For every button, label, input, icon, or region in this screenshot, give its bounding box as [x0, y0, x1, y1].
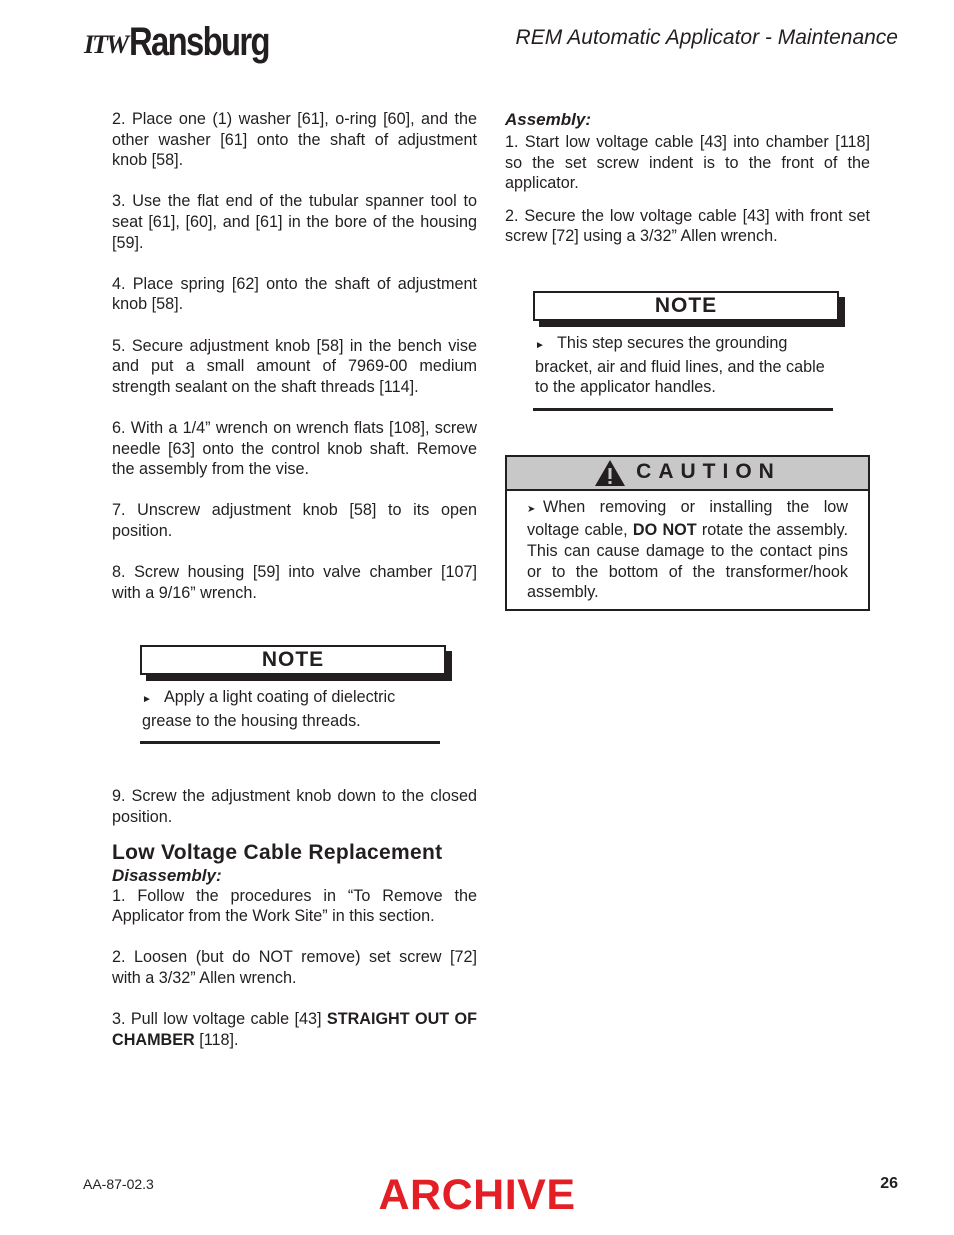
step-paragraph: 7. Unscrew adjustment knob [58] to its open position. [112, 501, 477, 540]
arrow-bullet-icon: ► [535, 339, 545, 351]
note-bottom-rule [140, 741, 440, 744]
archive-watermark: ARCHIVE [378, 1171, 576, 1219]
step3-prefix: 3. Pull low voltage cable [43] [112, 1010, 322, 1029]
logo-prefix: ITW [84, 30, 128, 59]
page-number: 26 [880, 1175, 898, 1192]
step-paragraph: 6. With a 1/4” wrench on wrench flats [108], screw needle [63] onto the control knob shaft. Remove the assembly from the vise. [112, 418, 477, 479]
step-paragraph: 2. Secure the low voltage cable [43] with front set screw [72] using a 3/32” Allen wrench. [505, 206, 870, 246]
step3-suffix: [118]. [199, 1030, 239, 1049]
note-text: This step secures the grounding bracket, air and fluid lines, and the cable to the applicator handles. [535, 333, 825, 397]
step-paragraph: 2. Loosen (but do NOT remove) set screw [72] with a 3/32” Allen wrench. [112, 948, 477, 987]
caution-box [505, 455, 870, 611]
step-paragraph [112, 1009, 477, 1050]
step-paragraph: 4. Place spring [62] onto the shaft of adjustment knob [58]. [112, 274, 477, 314]
page-header-title: REM Automatic Applicator - Maintenance [515, 26, 898, 49]
left-column [112, 109, 477, 1071]
caution-body [507, 491, 868, 609]
step-paragraph: 8. Screw housing [59] into valve chamber [107] with a 9/16” wrench. [112, 563, 477, 602]
assembly-title: Assembly: [505, 110, 591, 129]
step-paragraph: 2. Place one (1) washer [61], o-ring [60], and the other washer [61] onto the shaft of adjustment knob [58]. [112, 110, 477, 170]
step-paragraph: 5. Secure adjustment knob [58] in the bench vise and put a small amount of 7969-00 medium strength sealant on the shaft threads [114]. [112, 336, 477, 396]
arrow-bullet-icon: ► [142, 694, 152, 706]
logo-name: Ransburg [129, 20, 270, 64]
section-title: Low Voltage Cable Replacement [112, 840, 443, 864]
caution-text-prefix: When removing or installing the low voltage cable, [527, 497, 848, 540]
ransburg-logo [84, 18, 300, 68]
step-paragraph: 1. Follow the procedures in “To Remove the Applicator from the Work Site” in this section. [112, 886, 477, 926]
right-column [505, 110, 870, 611]
note-title: NOTE [533, 291, 839, 321]
step-paragraph: 9. Screw the adjustment knob down to the closed position. [112, 787, 477, 827]
note-title: NOTE [140, 645, 446, 675]
step-paragraph: 3. Use the flat end of the tubular spanner tool to seat [61], [60], and [61] in the bore of the housing [59]. [112, 192, 477, 252]
note-bottom-rule [533, 408, 833, 411]
arrow-bullet-icon: ➤ [527, 503, 536, 515]
caution-header [507, 457, 868, 491]
note-box [533, 291, 845, 411]
disassembly-title: Disassembly: [112, 865, 222, 885]
warning-triangle-icon [594, 459, 626, 487]
caution-title: CAUTION [636, 460, 781, 484]
step-paragraph: 1. Start low voltage cable [43] into chamber [118] so the set screw indent is to the front of the applicator. [505, 133, 870, 193]
note-text: Apply a light coating of dielectric grease to the housing threads. [142, 688, 396, 730]
caution-text-suffix: rotate the assembly. This can cause damage to the contact pins or to the bottom of the transformer/hook assembly. [527, 521, 848, 602]
caution-emphasis: DO NOT [632, 521, 697, 540]
note-box [140, 645, 452, 744]
step3-emphasis: STRAIGHT OUT OF CHAMBER [112, 1010, 478, 1049]
document-number: AA-87-02.3 [83, 1176, 154, 1192]
